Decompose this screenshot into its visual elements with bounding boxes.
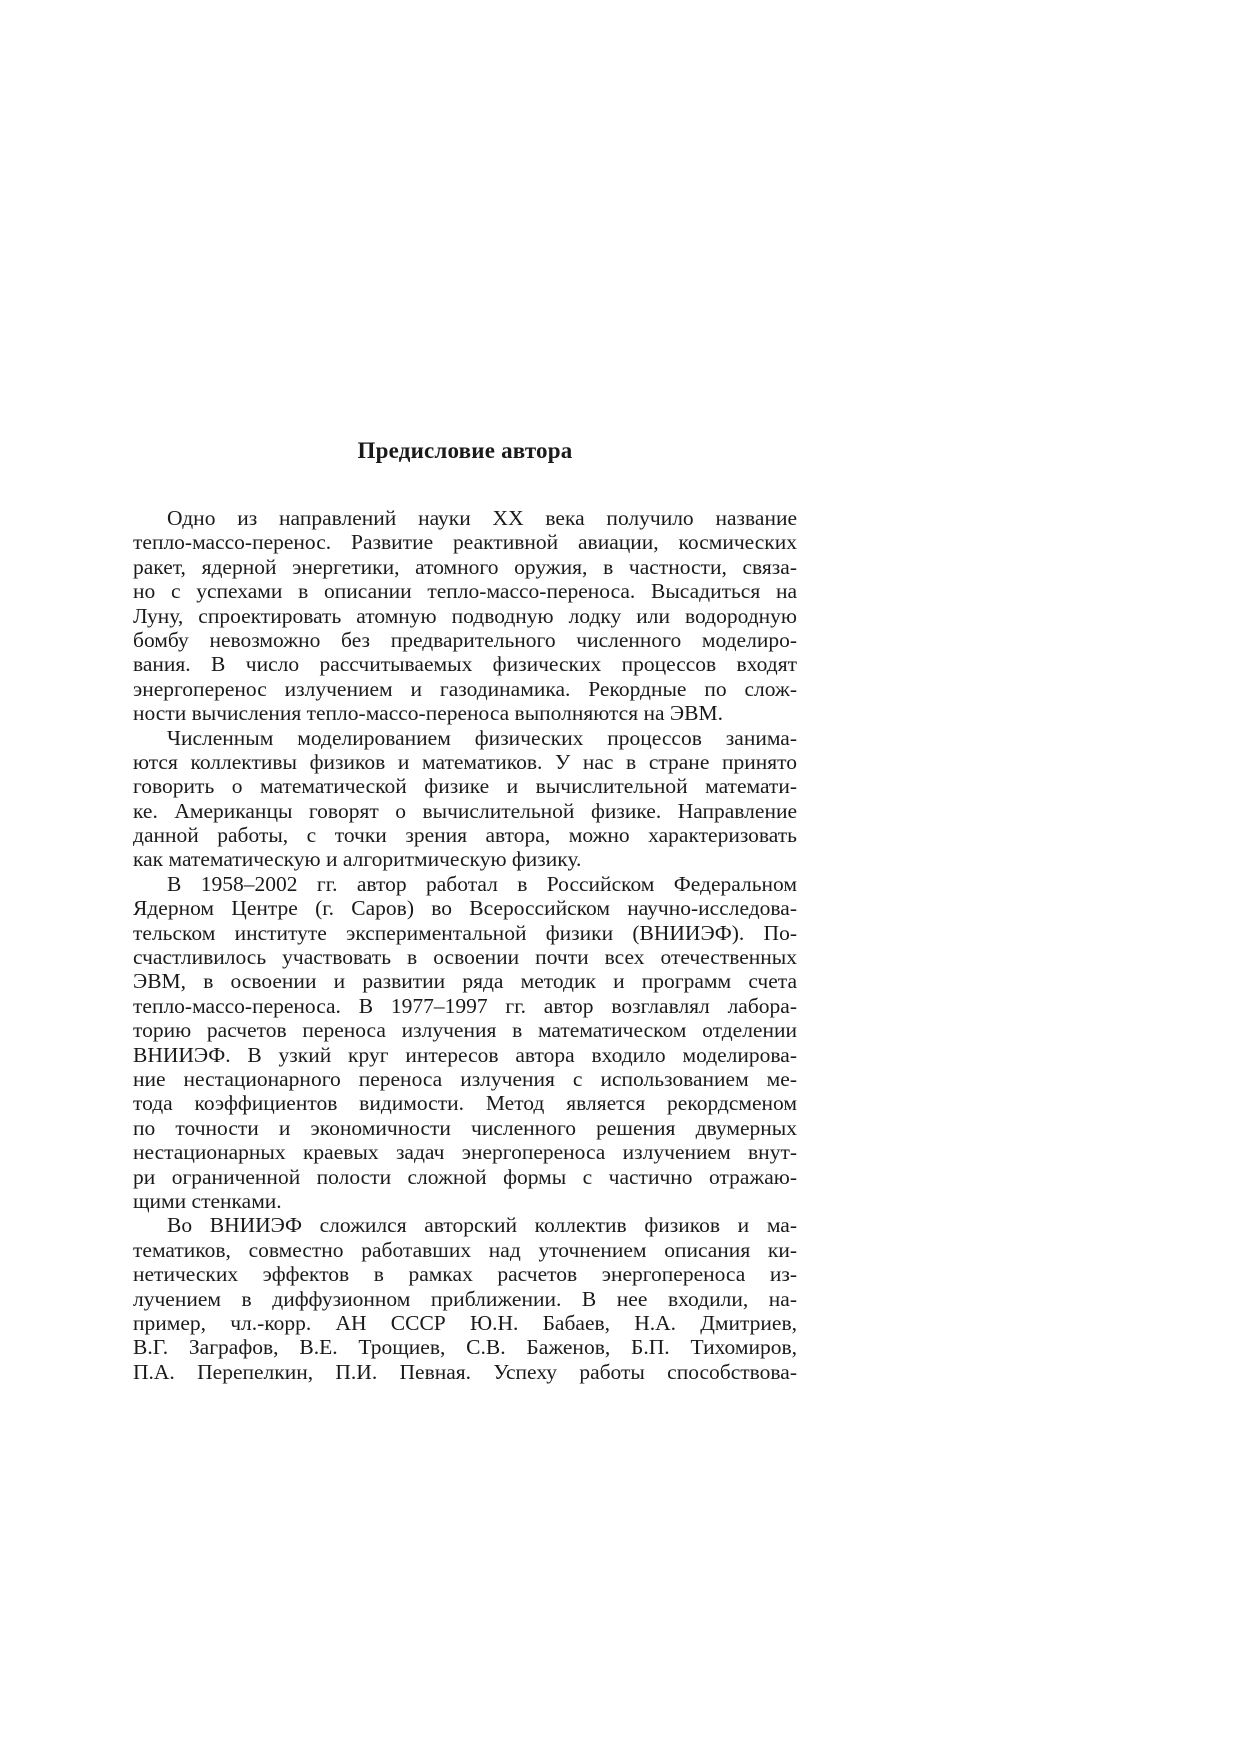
text-line: ри ограниченной полости сложной формы с частично отражаю- — [133, 1164, 797, 1189]
text-line: Во ВНИИЭФ сложился авторский коллектив физиков и ма- — [167, 1213, 797, 1238]
text-line: В.Г. Заграфов, В.Е. Трощиев, С.В. Баженов, Б.П. Тихомиров, — [133, 1335, 797, 1360]
text-line: В 1958–2002 гг. автор работал в Российском Федеральном — [167, 871, 797, 896]
text-line: нетических эффектов в рамках расчетов энергопереноса из- — [133, 1262, 797, 1287]
text-line: лучением в диффузионном приближении. В нее входили, на- — [133, 1286, 797, 1311]
text-line: ке. Американцы говорят о вычислительной физике. Направление — [133, 798, 797, 823]
text-line: ются коллективы физиков и математиков. У нас в стране принято — [133, 749, 797, 774]
text-line: Одно из направлений науки XX века получило название — [167, 506, 797, 530]
preface-body — [133, 506, 797, 1384]
text-line: ракет, ядерной энергетики, атомного оружия, в частности, связа- — [133, 554, 797, 579]
text-line: но с успехами в описании тепло-массо-переноса. Высадиться на — [133, 579, 797, 604]
text-line: пример, чл.-корр. АН СССР Ю.Н. Бабаев, Н.А. Дмитриев, — [133, 1310, 797, 1335]
text-line: тепло-массо-перенос. Развитие реактивной авиации, космических — [133, 530, 797, 555]
page-title: Предисловие автора — [357, 438, 573, 463]
text-line: Ядерном Центре (г. Саров) во Всероссийском научно-исследова- — [133, 896, 797, 921]
text-line: ВНИИЭФ. В узкий круг интересов автора входило моделирова- — [133, 1042, 797, 1067]
text-line: П.А. Перепелкин, П.И. Певная. Успеху работы способствова- — [133, 1359, 797, 1384]
text-line: торию расчетов переноса излучения в математическом отделении — [133, 1018, 797, 1043]
text-line: бомбу невозможно без предварительного численного моделиро- — [133, 627, 797, 652]
text-line: Луну, спроектировать атомную подводную лодку или водородную — [133, 603, 797, 628]
text-line: тепло-массо-переноса. В 1977–1997 гг. автор возглавлял лабора- — [133, 993, 797, 1018]
text-line: тельском институте экспериментальной физики (ВНИИЭФ). По- — [133, 920, 797, 945]
text-line: энергоперенос излучением и газодинамика. Рекордные по слож- — [133, 676, 797, 701]
text-line: данной работы, с точки зрения автора, можно характеризовать — [133, 823, 797, 848]
text-line: по точности и экономичности численного решения двумерных — [133, 1115, 797, 1140]
text-line: щими стенками. — [133, 1188, 282, 1213]
text-line: Численным моделированием физических процессов занима- — [167, 725, 797, 750]
text-line: нестационарных краевых задач энергопереноса излучением внут- — [133, 1140, 797, 1165]
text-line: тематиков, совместно работавших над уточнением описания ки- — [133, 1237, 797, 1262]
text-line: ние нестационарного переноса излучения с использованием ме- — [133, 1066, 797, 1091]
text-line: ЭВМ, в освоении и развитии ряда методик и программ счета — [133, 969, 797, 994]
text-line: как математическую и алгоритмическую физику. — [133, 847, 582, 872]
text-line: тода коэффициентов видимости. Метод является рекордсменом — [133, 1091, 797, 1116]
text-line: счастливилось участвовать в освоении почти всех отечественных — [133, 945, 797, 970]
text-line: ности вычисления тепло-массо-переноса выполняются на ЭВМ. — [133, 701, 723, 726]
text-line: говорить о математической физике и вычислительной математи- — [133, 774, 797, 799]
text-line: вания. В число рассчитываемых физических процессов входят — [133, 652, 797, 677]
